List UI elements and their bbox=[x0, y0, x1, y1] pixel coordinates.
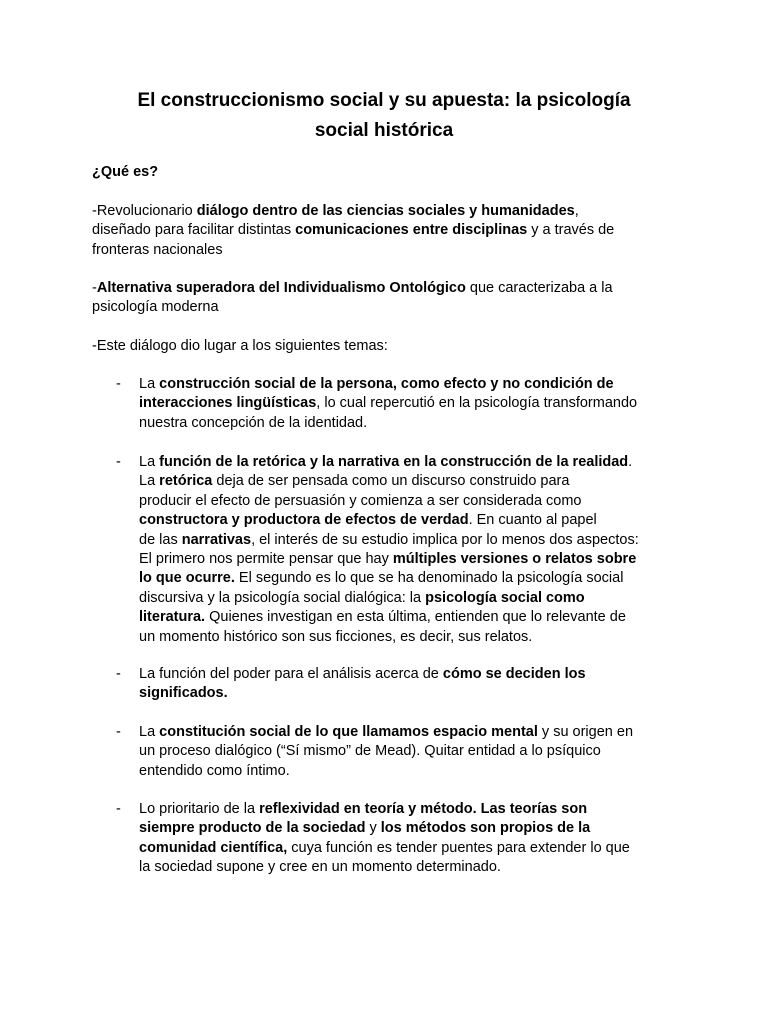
bold-text: Alternativa superadora del Individualismo Ontológico bbox=[96, 280, 466, 296]
section-heading: ¿Qué es? bbox=[92, 164, 159, 180]
text-run: de las bbox=[139, 531, 182, 548]
text-line bbox=[139, 628, 684, 647]
bold-text: literatura. bbox=[139, 609, 206, 626]
bold-text: comunidad científica, bbox=[139, 839, 288, 856]
text-run: entendido como íntimo. bbox=[139, 762, 290, 779]
text-run: discursiva y la psicología social dialógica: la bbox=[139, 589, 426, 606]
text-run: -Este diálogo dio lugar a los siguientes temas: bbox=[92, 338, 388, 354]
text-run: producir el efecto de persuasión y comienza a ser considerada como bbox=[139, 492, 582, 509]
list-item-text bbox=[139, 665, 684, 704]
text-line bbox=[92, 241, 682, 260]
bold-text: siempre producto de la sociedad bbox=[139, 820, 366, 837]
text-run: psicología moderna bbox=[92, 299, 219, 316]
text-run: que caracterizaba a la bbox=[465, 280, 613, 296]
list-item-text bbox=[139, 375, 684, 433]
bold-text: cómo se deciden los bbox=[442, 666, 586, 682]
text-line bbox=[92, 298, 682, 317]
text-line bbox=[92, 202, 682, 221]
text-line bbox=[139, 665, 684, 684]
bold-text: construcción social de la persona, como efecto y no condición de bbox=[159, 376, 614, 392]
text-line bbox=[139, 511, 684, 530]
text-run: -Revolucionario bbox=[92, 203, 197, 219]
text-line bbox=[139, 608, 684, 627]
text-run: y bbox=[365, 820, 381, 837]
text-line bbox=[139, 589, 684, 608]
text-line bbox=[139, 453, 684, 472]
text-run: Lo prioritario de la bbox=[139, 801, 260, 817]
text-run: . bbox=[628, 454, 633, 470]
bullet-marker: - bbox=[116, 376, 121, 392]
text-line bbox=[139, 742, 684, 761]
text-run: - bbox=[92, 280, 97, 296]
text-line bbox=[139, 839, 684, 858]
bold-text: múltiples versiones o relatos sobre bbox=[392, 551, 637, 568]
text-line bbox=[139, 472, 684, 491]
bold-text: constitución social de lo que llamamos espacio mental bbox=[159, 724, 538, 740]
text-run: Quienes investigan en esta última, entienden que lo relevante de bbox=[205, 609, 626, 626]
bold-text: diálogo dentro de las ciencias sociales y humanidades bbox=[196, 203, 575, 219]
text-line bbox=[139, 723, 684, 742]
bold-text: constructora y productora de efectos de verdad bbox=[139, 512, 469, 529]
paragraph bbox=[92, 337, 682, 356]
text-run: diseñado para facilitar distintas bbox=[92, 222, 296, 239]
text-run: , bbox=[574, 203, 579, 219]
text-run: La bbox=[139, 376, 160, 392]
bold-text: significados. bbox=[139, 685, 228, 702]
text-run: y su origen en bbox=[537, 724, 634, 740]
bold-text: narrativas bbox=[181, 531, 252, 548]
text-line bbox=[139, 414, 684, 433]
bold-text: retórica bbox=[159, 473, 213, 490]
list-item-text bbox=[139, 723, 684, 781]
bold-text: función de la retórica y la narrativa en la construcción de la realidad bbox=[159, 454, 629, 470]
bullet-marker: - bbox=[116, 454, 121, 470]
text-line bbox=[139, 531, 684, 550]
bold-text: psicología social como bbox=[425, 589, 585, 606]
text-line bbox=[139, 819, 684, 838]
text-run: un proceso dialógico (“Sí mismo” de Mead). Quitar entidad a lo psíquico bbox=[139, 743, 601, 760]
text-line bbox=[92, 337, 682, 356]
bold-text: los métodos son propios de la bbox=[380, 820, 591, 837]
text-line bbox=[139, 858, 684, 877]
text-run: . En cuanto al papel bbox=[468, 512, 597, 529]
bold-text: interacciones lingüísticas bbox=[139, 395, 317, 412]
text-line bbox=[139, 550, 684, 569]
text-run: La función del poder para el análisis acerca de bbox=[139, 666, 443, 682]
list-item-text bbox=[139, 453, 684, 647]
text-run: cuya función es tender puentes para extender lo que bbox=[287, 839, 630, 856]
bold-text: lo que ocurre. bbox=[139, 570, 235, 587]
bold-text: comunicaciones entre disciplinas bbox=[295, 222, 528, 239]
text-line bbox=[139, 684, 684, 703]
text-run: , el interés de su estudio implica por lo menos dos aspectos: bbox=[251, 531, 639, 548]
title-line-2: social histórica bbox=[314, 120, 454, 141]
text-run: un momento histórico son sus ficciones, es decir, sus relatos. bbox=[139, 628, 533, 645]
text-run: La bbox=[139, 454, 160, 470]
paragraph bbox=[92, 202, 682, 260]
text-run: fronteras nacionales bbox=[92, 241, 223, 258]
text-run: la sociedad supone y cree en un momento determinado. bbox=[139, 859, 501, 876]
text-run: y a través de bbox=[527, 222, 615, 239]
text-line bbox=[139, 375, 684, 394]
text-run: La bbox=[139, 724, 160, 740]
text-run: La bbox=[139, 473, 160, 490]
text-line bbox=[139, 762, 684, 781]
paragraph bbox=[92, 279, 682, 318]
text-line bbox=[92, 279, 682, 298]
bullet-marker: - bbox=[116, 724, 121, 740]
title-line-1: El construccionismo social y su apuesta: la psicología bbox=[137, 90, 631, 111]
text-line bbox=[139, 492, 684, 511]
text-run: El primero nos permite pensar que hay bbox=[139, 551, 393, 568]
bullet-marker: - bbox=[116, 801, 121, 817]
text-line bbox=[92, 221, 682, 240]
text-run: El segundo es lo que se ha denominado la psicología social bbox=[234, 570, 624, 587]
bullet-marker: - bbox=[116, 666, 121, 682]
text-line bbox=[139, 800, 684, 819]
bold-text: reflexividad en teoría y método. Las teorías son bbox=[259, 801, 588, 817]
list-item-text bbox=[139, 800, 684, 878]
text-line bbox=[139, 394, 684, 413]
text-line bbox=[139, 569, 684, 588]
text-run: nuestra concepción de la identidad. bbox=[139, 414, 368, 431]
text-run: , lo cual repercutió en la psicología transformando bbox=[316, 395, 638, 412]
document-title bbox=[92, 86, 676, 146]
text-run: deja de ser pensada como un discurso construido para bbox=[212, 473, 570, 490]
